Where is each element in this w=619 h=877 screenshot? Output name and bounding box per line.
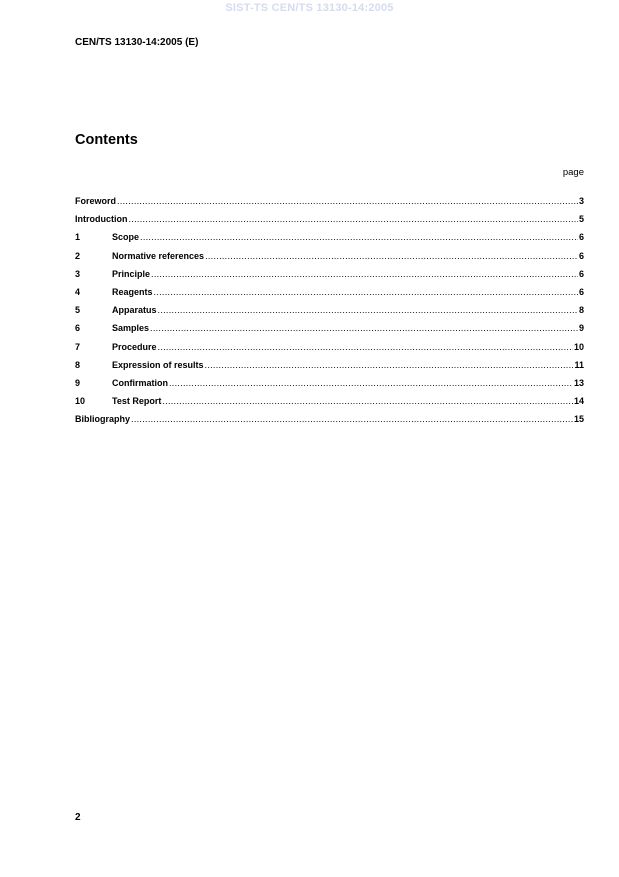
toc-entry-title: Confirmation	[112, 377, 168, 388]
toc-entry-confirmation[interactable]	[75, 378, 584, 396]
toc-entry-bibliography[interactable]	[75, 414, 584, 432]
toc-leader-dots	[158, 305, 578, 315]
toc-entry-page: 8	[578, 305, 584, 316]
toc-entry-number: 5	[75, 305, 81, 316]
toc-entry-page: 11	[574, 359, 584, 370]
toc-entry-number: 1	[75, 232, 81, 243]
toc-entry-page: 9	[578, 323, 584, 334]
toc-entry-title: Samples	[112, 323, 150, 334]
toc-leader-dots	[162, 396, 573, 406]
page-column-label: page	[562, 167, 584, 178]
toc-leader-dots	[205, 360, 574, 370]
toc-entry-reagents[interactable]	[75, 287, 584, 305]
toc-leader-dots	[169, 378, 573, 388]
toc-entry-title: Principle	[112, 268, 151, 279]
toc-leader-dots	[151, 269, 578, 279]
toc-entry-apparatus[interactable]	[75, 305, 584, 323]
toc-leader-dots	[140, 232, 578, 242]
toc-entry-page: 3	[578, 196, 584, 206]
toc-entry-expression-of-results[interactable]	[75, 360, 584, 378]
toc-entry-introduction[interactable]	[75, 214, 584, 232]
toc-entry-page: 5	[578, 214, 584, 225]
toc-entry-title: Bibliography	[75, 414, 131, 425]
toc-entry-number: 4	[75, 286, 81, 297]
toc-leader-dots	[150, 323, 578, 333]
contents-title: Contents	[75, 132, 138, 148]
toc-leader-dots	[158, 342, 573, 352]
toc-entry-title: Introduction	[75, 214, 128, 225]
toc-entry-number: 9	[75, 377, 81, 388]
toc-leader-dots	[205, 251, 578, 261]
toc-entry-page: 15	[573, 414, 584, 425]
toc-entry-page: 13	[573, 377, 584, 388]
toc-entry-page: 6	[578, 250, 584, 261]
toc-entry-test-report[interactable]	[75, 396, 584, 414]
toc-entry-page: 10	[573, 341, 584, 352]
watermark-text: SIST-TS CEN/TS 13130-14:2005	[225, 2, 394, 14]
toc-leader-dots	[131, 414, 573, 424]
toc-entry-title: Reagents	[112, 286, 153, 297]
toc-entry-title: Procedure	[112, 341, 157, 352]
toc-entry-scope[interactable]	[75, 232, 584, 250]
toc-leader-dots	[154, 287, 578, 297]
table-of-contents	[75, 196, 584, 432]
toc-entry-page: 6	[578, 232, 584, 243]
toc-entry-page: 14	[573, 396, 584, 407]
toc-entry-number: 6	[75, 323, 81, 334]
toc-entry-title: Foreword	[75, 196, 117, 206]
toc-entry-principle[interactable]	[75, 269, 584, 287]
toc-entry-number: 3	[75, 268, 81, 279]
toc-entry-title: Apparatus	[112, 305, 157, 316]
toc-entry-title: Scope	[112, 232, 140, 243]
toc-entry-number: 7	[75, 341, 81, 352]
toc-entry-foreword[interactable]	[75, 196, 584, 214]
toc-entry-title: Test Report	[112, 396, 162, 407]
toc-entry-number: 8	[75, 359, 81, 370]
toc-entry-title: Expression of results	[112, 359, 204, 370]
toc-entry-number: 2	[75, 250, 81, 261]
toc-entry-normative-references[interactable]	[75, 251, 584, 269]
toc-entry-page: 6	[578, 268, 584, 279]
toc-entry-procedure[interactable]	[75, 342, 584, 360]
document-id: CEN/TS 13130-14:2005 (E)	[75, 37, 199, 48]
toc-leader-dots	[117, 196, 578, 206]
toc-leader-dots	[129, 214, 578, 224]
toc-entry-title: Normative references	[112, 250, 205, 261]
toc-entry-number: 10	[75, 396, 86, 407]
page-number: 2	[75, 812, 81, 823]
toc-entry-samples[interactable]	[75, 323, 584, 341]
toc-entry-page: 6	[578, 286, 584, 297]
